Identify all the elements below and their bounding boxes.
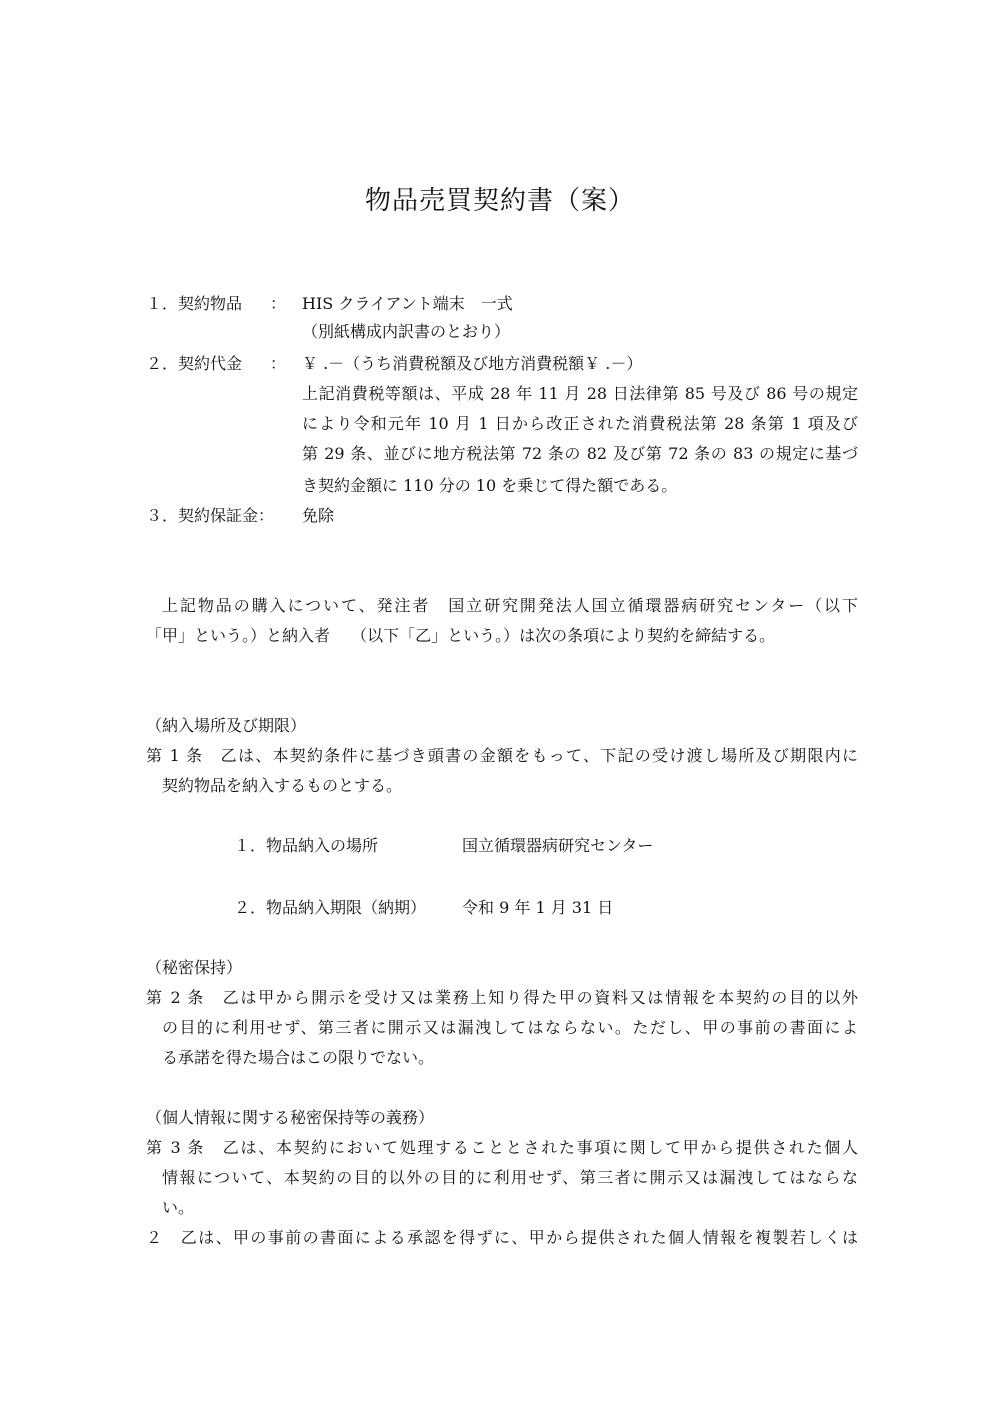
article2-line: の目的に利用せず、第三者に開示又は漏洩してはならない。ただし、甲の事前の書面によ	[162, 1018, 858, 1037]
delivery-deadline-value: 令和 9 年 1 月 31 日	[462, 898, 614, 917]
item3-value: 免除	[302, 506, 335, 525]
intro-line: 上記物品の購入について、発注者 国立研究開発法人国立循環器病研究センター（以下	[162, 596, 858, 615]
item1-value: HIS クライアント端末 一式	[302, 294, 513, 313]
item1-label: １．契約物品	[146, 294, 243, 313]
item2-desc-line: き契約金額に 110 分の 10 を乗じて得た額である。	[302, 476, 678, 495]
item2-colon: ：	[270, 354, 287, 373]
item1-note: （別紙構成内訳書のとおり）	[302, 322, 511, 341]
article3-line: い。	[162, 1198, 195, 1217]
article3-heading: （個人情報に関する秘密保持等の義務）	[146, 1108, 435, 1127]
intro-line: 「甲」という。）と納入者 （以下「乙」という。）は次の条項により契約を締結する。	[146, 626, 776, 645]
delivery-deadline-label: ２．物品納入期限（納期）	[234, 898, 427, 917]
document-title: 物品売買契約書（案）	[364, 186, 635, 216]
item2-desc-line: 第 29 条、並びに地方税法第 72 条の 82 及び第 72 条の 83 の規定に基づ	[302, 444, 858, 463]
article1-line: 第 1 条 乙は、本契約条件に基づき頭書の金額をもって、下記の受け渡し場所及び期限内に	[146, 746, 858, 765]
delivery-place-label: １．物品納入の場所	[234, 836, 379, 855]
item2-desc-line: により令和元年 10 月 1 日から改正された消費税法第 28 条第 1 項及び	[302, 414, 858, 433]
item3-label: ３．契約保証金：	[146, 506, 275, 525]
article1-heading: （納入場所及び期限）	[146, 716, 307, 735]
article1-line: 契約物品を納入するものとする。	[162, 776, 403, 795]
article3-paragraph2: ２ 乙は、甲の事前の書面による承認を得ずに、甲から提供された個人情報を複製若しくは	[146, 1228, 858, 1247]
item2-value: ￥ .－（うち消費税額及び地方消費税額￥ .－）	[302, 354, 643, 373]
article3-line: 情報について、本契約の目的以外の目的に利用せず、第三者に開示又は漏洩してはならな	[162, 1168, 858, 1187]
article2-line: 第 2 条 乙は甲から開示を受け又は業務上知り得た甲の資料又は情報を本契約の目的以外	[146, 988, 858, 1007]
item2-desc-line: 上記消費税等額は、平成 28 年 11 月 28 日法律第 85 号及び 86 号の規定	[302, 384, 858, 403]
article2-line: る承諾を得た場合はこの限りでない。	[162, 1048, 435, 1067]
article2-heading: （秘密保持）	[146, 958, 243, 977]
delivery-place-value: 国立循環器病研究センター	[462, 836, 654, 855]
article3-line: 第 3 条 乙は、本契約において処理することとされた事項に関して甲から提供された個人	[146, 1138, 858, 1157]
item2-label: ２．契約代金	[146, 354, 243, 373]
item1-colon: ：	[270, 294, 287, 313]
